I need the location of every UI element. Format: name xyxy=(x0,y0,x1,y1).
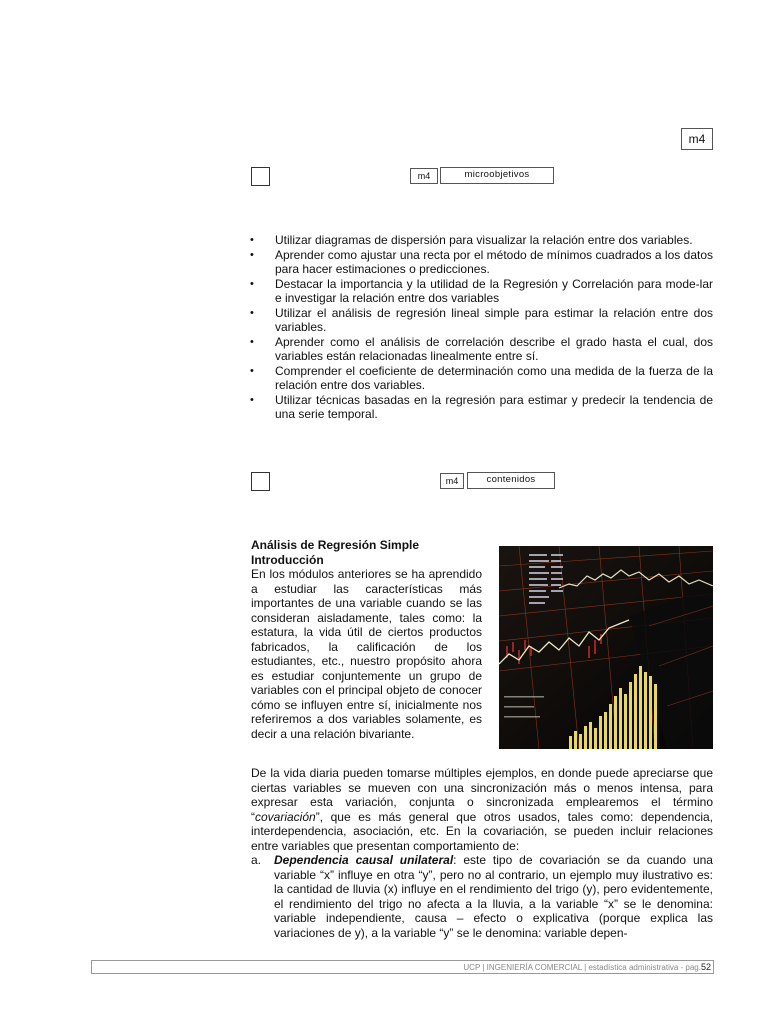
objective-item: • Aprender como ajustar una recta por el método de mínimos cuadrados a los datos para hacer estimaciones o predicciones. xyxy=(250,247,713,276)
section-module-tag-contents: m4 xyxy=(440,473,464,489)
objective-item: • Utilizar diagramas de dispersión para visualizar la relación entre dos variables. xyxy=(250,233,693,247)
section-label-objectives: microobjetivos xyxy=(440,167,554,184)
footer-text: UCP | INGENIERÍA COMERCIAL | estadística administrativa - pag. xyxy=(463,963,701,972)
bullet-icon: • xyxy=(250,306,254,319)
section-subheading: Introducción xyxy=(251,552,324,567)
bullet-icon: • xyxy=(250,248,254,261)
objectives-list xyxy=(250,233,713,422)
bullet-icon: • xyxy=(250,234,254,246)
financial-chart-photo xyxy=(499,546,713,749)
objective-item: • Comprender el coeficiente de determinación como una medida de la fuerza de la relación entre dos variables. xyxy=(250,363,713,392)
page-footer xyxy=(91,960,714,974)
page-number: 52 xyxy=(700,962,711,972)
list-marker: a. xyxy=(251,853,262,867)
paragraph: De la vida diaria pueden tomarse múltiples ejemplos, en donde puede apreciarse que ciertas variables se mueven con una sincronización más o menos intensa, para expresar esta variación, conjunta o sincronizada emplearemos el término “covariación”, que es más general que otros usados, tales como: dependencia, interdependencia, asociación, etc. En la covariación, se pueden incluir relaciones entre variables que presentan comportamiento de: xyxy=(251,766,713,853)
bullet-icon: • xyxy=(250,364,254,377)
section-checkbox-objectives xyxy=(251,167,270,186)
intro-column xyxy=(251,538,482,741)
section-module-tag-objectives: m4 xyxy=(410,168,438,184)
section-checkbox-contents xyxy=(251,472,270,491)
bullet-icon: • xyxy=(250,393,254,406)
bullet-icon: • xyxy=(250,335,254,348)
item-title: Dependencia causal unilateral xyxy=(274,853,454,867)
intro-paragraph: En los módulos anteriores se ha aprendido a estudiar las características más importantes de una variable cuando se las consideran aisladamente, tales como: la estatura, la vida útil de ciertos productos fabricados, la calificación de los estudiantes, etc., nuestro propósito ahora es estudiar conjuntemente un grupo de variables con el principal objeto de conocer cómo se influyen entre sí, inicialmente nos referiremos a dos variables solamente, es decir a una relación bivariante. xyxy=(251,567,482,741)
objective-item: • Destacar la importancia y la utilidad de la Regresión y Correlación para mode-lar e investigar la relación entre dos variables xyxy=(250,276,713,305)
list-item-a: a. Dependencia causal unilateral: este tipo de covariación se da cuando una variable “x” influye en otra “y”, pero no al contrario, un ejemplo muy ilustrativo es: la cantidad de lluvia (x) influye en el rendimiento del trigo (y), pero evidentemente, el rendimiento del trigo no afecta a la lluvia, a la variable “x” se le denomina: variable independiente, causa – efecto o explicativa (porque explica las variaciones de y), a la variable “y” se le denomina: variable depen- xyxy=(251,853,713,940)
section-heading: Análisis de Regresión Simple xyxy=(251,538,420,552)
stock-chart-image xyxy=(499,546,713,749)
term-covariacion: covariación xyxy=(255,809,316,824)
objective-item: • Aprender como el análisis de correlación describe el grado hasta el cual, dos variables están relacionadas linealmente entre sí. xyxy=(250,334,713,363)
body-text xyxy=(251,766,713,940)
objective-item: • Utilizar técnicas basadas en la regresión para estimar y predecir la tendencia de una serie temporal. xyxy=(250,392,713,421)
bullet-icon: • xyxy=(250,277,254,290)
objective-item: • Utilizar el análisis de regresión lineal simple para estimar la relación entre dos variables. xyxy=(250,305,713,334)
section-label-contents: contenidos xyxy=(467,472,555,489)
module-tag: m4 xyxy=(681,128,713,150)
